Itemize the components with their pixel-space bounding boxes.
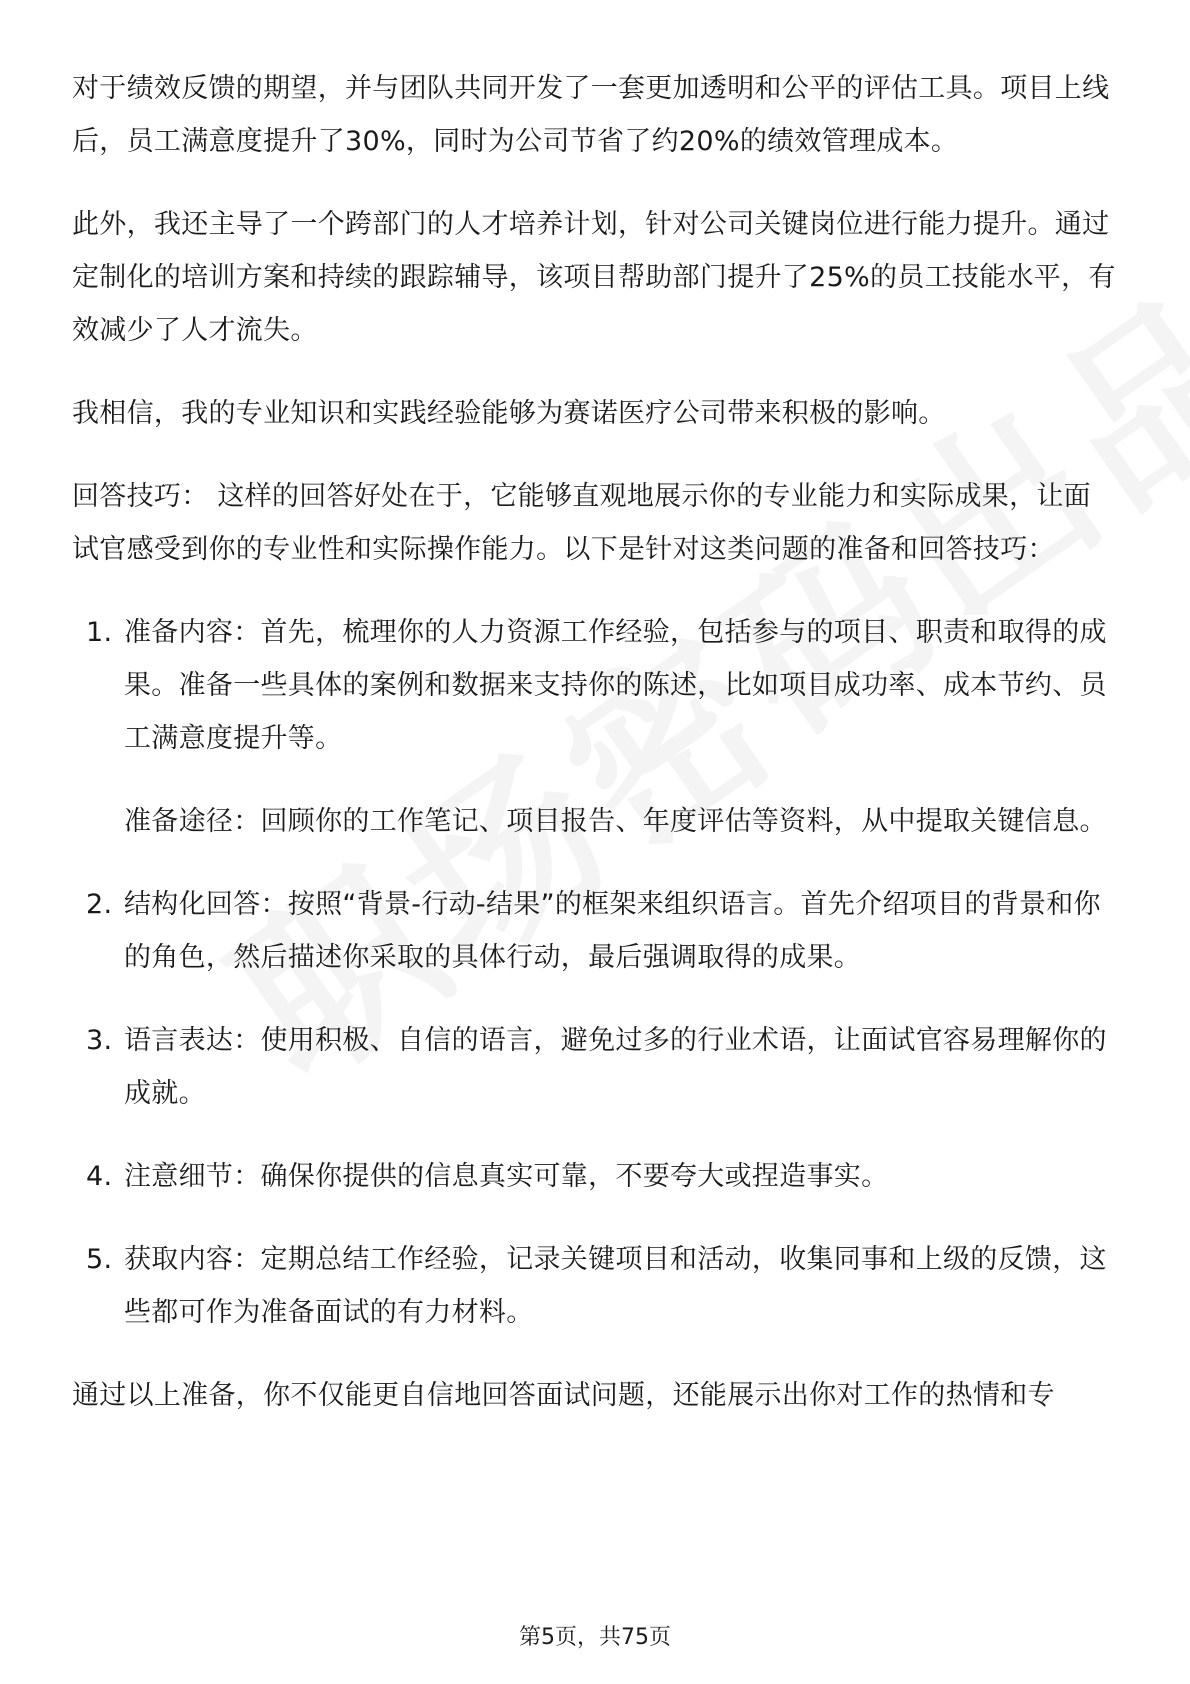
list-item bbox=[72, 878, 1118, 984]
list-item-number: 4. bbox=[86, 1161, 113, 1192]
list-item-text: 准备内容：首先，梳理你的人力资源工作经验，包括参与的项目、职责和取得的成果。准备一些具体的案例和数据来支持你的陈述，比如项目成功率、成本节约、员工满意度提升等。 bbox=[124, 617, 1107, 754]
list-item bbox=[72, 1014, 1118, 1120]
list-item bbox=[72, 1233, 1118, 1339]
list-item-text: 注意细节：确保你提供的信息真实可靠，不要夸大或捏造事实。 bbox=[124, 1161, 889, 1192]
list-item-number: 1. bbox=[86, 617, 113, 648]
paragraph-answer-tips: 回答技巧： 这样的回答好处在于，它能够直观地展示你的专业能力和实际成果，让面试官感受到你的专业性和实际操作能力。以下是针对这类问题的准备和回答技巧： bbox=[72, 481, 1091, 565]
list-item-subtext: 准备途径：回顾你的工作笔记、项目报告、年度评估等资料，从中提取关键信息。 bbox=[124, 806, 1107, 837]
list-item-number: 5. bbox=[86, 1244, 113, 1275]
tips-list bbox=[72, 606, 1118, 1339]
list-item-number: 3. bbox=[86, 1025, 113, 1056]
paragraph-belief: 我相信，我的专业知识和实践经验能够为赛诺医疗公司带来积极的影响。 bbox=[72, 398, 946, 429]
paragraph-conclusion: 通过以上准备，你不仅能更自信地回答面试问题，还能展示出你对工作的热情和专 bbox=[72, 1380, 1055, 1411]
list-item-number: 2. bbox=[86, 889, 113, 920]
document-body bbox=[72, 62, 1118, 1452]
list-item bbox=[72, 1150, 1118, 1203]
list-item-text: 获取内容：定期总结工作经验，记录关键项目和活动，收集同事和上级的反馈，这些都可作为准备面试的有力材料。 bbox=[124, 1244, 1107, 1328]
list-item-text: 结构化回答：按照“背景-行动-结果”的框架来组织语言。首先介绍项目的背景和你的角色，然后描述你采取的具体行动，最后强调取得的成果。 bbox=[124, 889, 1101, 973]
paragraph-performance-tool: 对于绩效反馈的期望，并与团队共同开发了一套更加透明和公平的评估工具。项目上线后，员工满意度提升了30%，同时为公司节省了约20%的绩效管理成本。 bbox=[72, 73, 1110, 157]
list-item-text: 语言表达：使用积极、自信的语言，避免过多的行业术语，让面试官容易理解你的成就。 bbox=[124, 1025, 1107, 1109]
page-number: 第5页，共75页 bbox=[519, 1625, 671, 1650]
paragraph-talent-program: 此外，我还主导了一个跨部门的人才培养计划，针对公司关键岗位进行能力提升。通过定制化的培训方案和持续的跟踪辅导，该项目帮助部门提升了25%的员工技能水平，有效减少了人才流失。 bbox=[72, 209, 1116, 346]
list-item bbox=[72, 606, 1118, 848]
